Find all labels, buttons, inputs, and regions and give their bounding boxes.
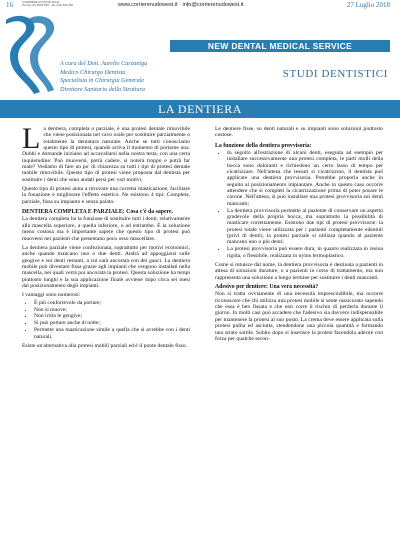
publisher-line-2: Tel./fax 02 4879 566 · fax 339 336 250 [22,3,74,8]
author-line: Medico Chirurgo Dentista [60,68,126,76]
provisional-list [215,150,383,259]
author-line: Specialista in Chirurgia Generale [60,77,145,84]
list-item: • Si può portare anche di notte; [34,320,190,326]
list-item: • È più confortevole da portare; [34,300,190,306]
article-title: LA DENTIERA [158,102,242,116]
authors-block [60,60,147,94]
header-strip [0,0,400,11]
subheading: Adesivo per dentiere: Una vera necessità? [215,284,319,291]
list-item: • Non irrita le gengive; [34,313,190,319]
news-bar: NEW DENTAL MEDICAL SERVICE [170,40,390,52]
left-column [22,122,190,352]
right-column [215,126,383,345]
list-item: • La dentiera provvisoria permette al paziente di conservare un aspetto gradevole della propria bocca, ma soprattutto la possibilità di masticare correttamente. Esistono due tipi di protesi provvisorie: la protesi totale viene utilizzata per i pazienti completamente edentuli (privi di denti), la protesi parziale si utilizza quando al paziente mancano uno o più denti; [227,208,383,246]
issue-date: 27 Luglio 2018 [346,1,390,9]
paragraph: Esiste un'alternativa alla protesi mobili parziali ed è il ponte dentale fisso. [22,343,188,350]
subheading: La funzione della dentiera provvisoria: [215,142,312,149]
section-title: STUDI DENTISTICI [282,68,388,80]
author-line: Direttore Sanitario della Struttura [60,85,145,93]
publisher-info [22,1,73,8]
website-contact[interactable]: www.corrierenudowest.it · info@corrierenudowest.it [118,2,244,8]
paragraph: Non si tratta ovviamente di una necessità imprescindibile, ma occorre riconoscere che chi utilizza una protesi mobile si sente rassicurato sapendo che essa è ben fissata e che non corre il rischio di perderla durante il giorno. In molti casi può accadere che l'adesivo sia davvero indispensabile per mantenere la protesi al suo posto. La crema deve essere applicata sulla protesi pulita ed asciutta, stendendone una piccola quantità e formando uno strato sottile. Subito dopo si inserisce la protesi facendola aderire con forza per qualche secon- [215,291,383,342]
paragraph: I vantaggi sono numerosi: [22,292,81,299]
drop-cap: L [22,122,41,155]
paragraph: La dentiera parziale viene confezionata, soprattutto per motivi economici, anche quando mancano uno o due denti. Andrà ad appoggiarsi sulle gengive e sui denti restanti, a cui sarà ancorata con dei ganci. La dentiera mobile può diventare fissa grazie agli impianti che vengono installati nella mascella, nei quali verrà poi ancorata la protesi. Questa soluzione ha tempi piuttosto lunghi e la sua applicazione finale avviene dopo circa sei mesi dal posizionamento degli impianti. [22,244,190,289]
author-line: A cura del Dott. Aurelio Carzaniga [60,60,148,67]
clinic-logo-icon [4,12,56,97]
list-item: • In seguito all'estrazione di alcuni denti, eseguita ad esempio per installare successivamente una protesi completa, le parti molli della bocca sono doloranti e richiedono un certo lasso di tempo per cicatrizzare. Nell'attesa che tessuti si cicatrizzino, il dentista può applicare una dentiera provvisoria. Potrebbe proporla anche in seguito al posizionamento impiantare. Anche in questo caso occorre attendere che si completi la cicatrizzazione prima di poter posare le corone. Nell'attesa, si può installare una protesi provvisoria sui denti mancanti; [227,150,383,207]
paragraph: La dentiera completa ha la funzione di sostituire tutti i denti, relativamente alla mascella superiore, a quella inferiore, o ad entrambe. È la soluzione meno costosa ma è importante sapere che questo tipo di protesi può muoversi nei pazienti che presentano poco osso mascellare. [22,216,190,242]
paragraph: Questo tipo di protesi aiuta a ritrovare una corretta masticazione, facilitare la fonazione e migliorare l'effetto estetico. Ne esistono 4 tipi: Completa, parziale, fissa su impianto e senza palato. [22,186,190,205]
advantages-list [22,300,190,340]
list-item: • La protesi provvisoria può essere dura, in quanto realizzata in resina rigida, o flessibile, realizzata in nylon termoplastico. [227,246,383,259]
intro-text: a dentiera, completa o parziale, è una protesi dentale rimovibile che viene posizionata nel cavo orale per sostituire parzialmente o totalmente la dentatura naturale. Anche se tutti conosciamo questo tipo di protesi, quando arriva il momento di portarne una. Dubbi e domande iniziano ad accavallarsi nella nostra testa, con una certa inquietudine: Può muoversi, potrà cadere, si noterà troppo e potrà far male? Vediamo di fare un po' di chiarezza su tutti i tipi di protesi dentale mobile rimovibile. Questo tipo di protesi viene proposta dal dentista per sostituire i denti che sono andati persi per vari motivi. [22,126,190,183]
paragraph: Le dentiere fisse, su denti naturali e su impianti sono soluzioni piuttosto costose. [215,126,383,139]
publisher-line-1: CORRIERE DI NOVE ELLE [22,0,60,4]
subheading: DENTIERA COMPLETA E PARZIALE: Cosa c'è da sapere. [22,209,174,216]
paragraph: Come si intuisce dal nome, la dentiera provvisoria è destinata a pazienti in attesa di soluzioni durature, o a pazienti in corso di trattamento, ma non rappresenta una soluzione a lungo termine per sostituire i denti mancanti. [215,262,383,281]
page-number: 16 [6,1,13,9]
list-item: • Permette una masticazione simile a quella che si avrebbe con i denti naturali. [34,327,190,340]
article-title-bar [0,100,400,118]
list-item: • Non si muove; [34,307,190,313]
intro-paragraph [22,122,190,183]
